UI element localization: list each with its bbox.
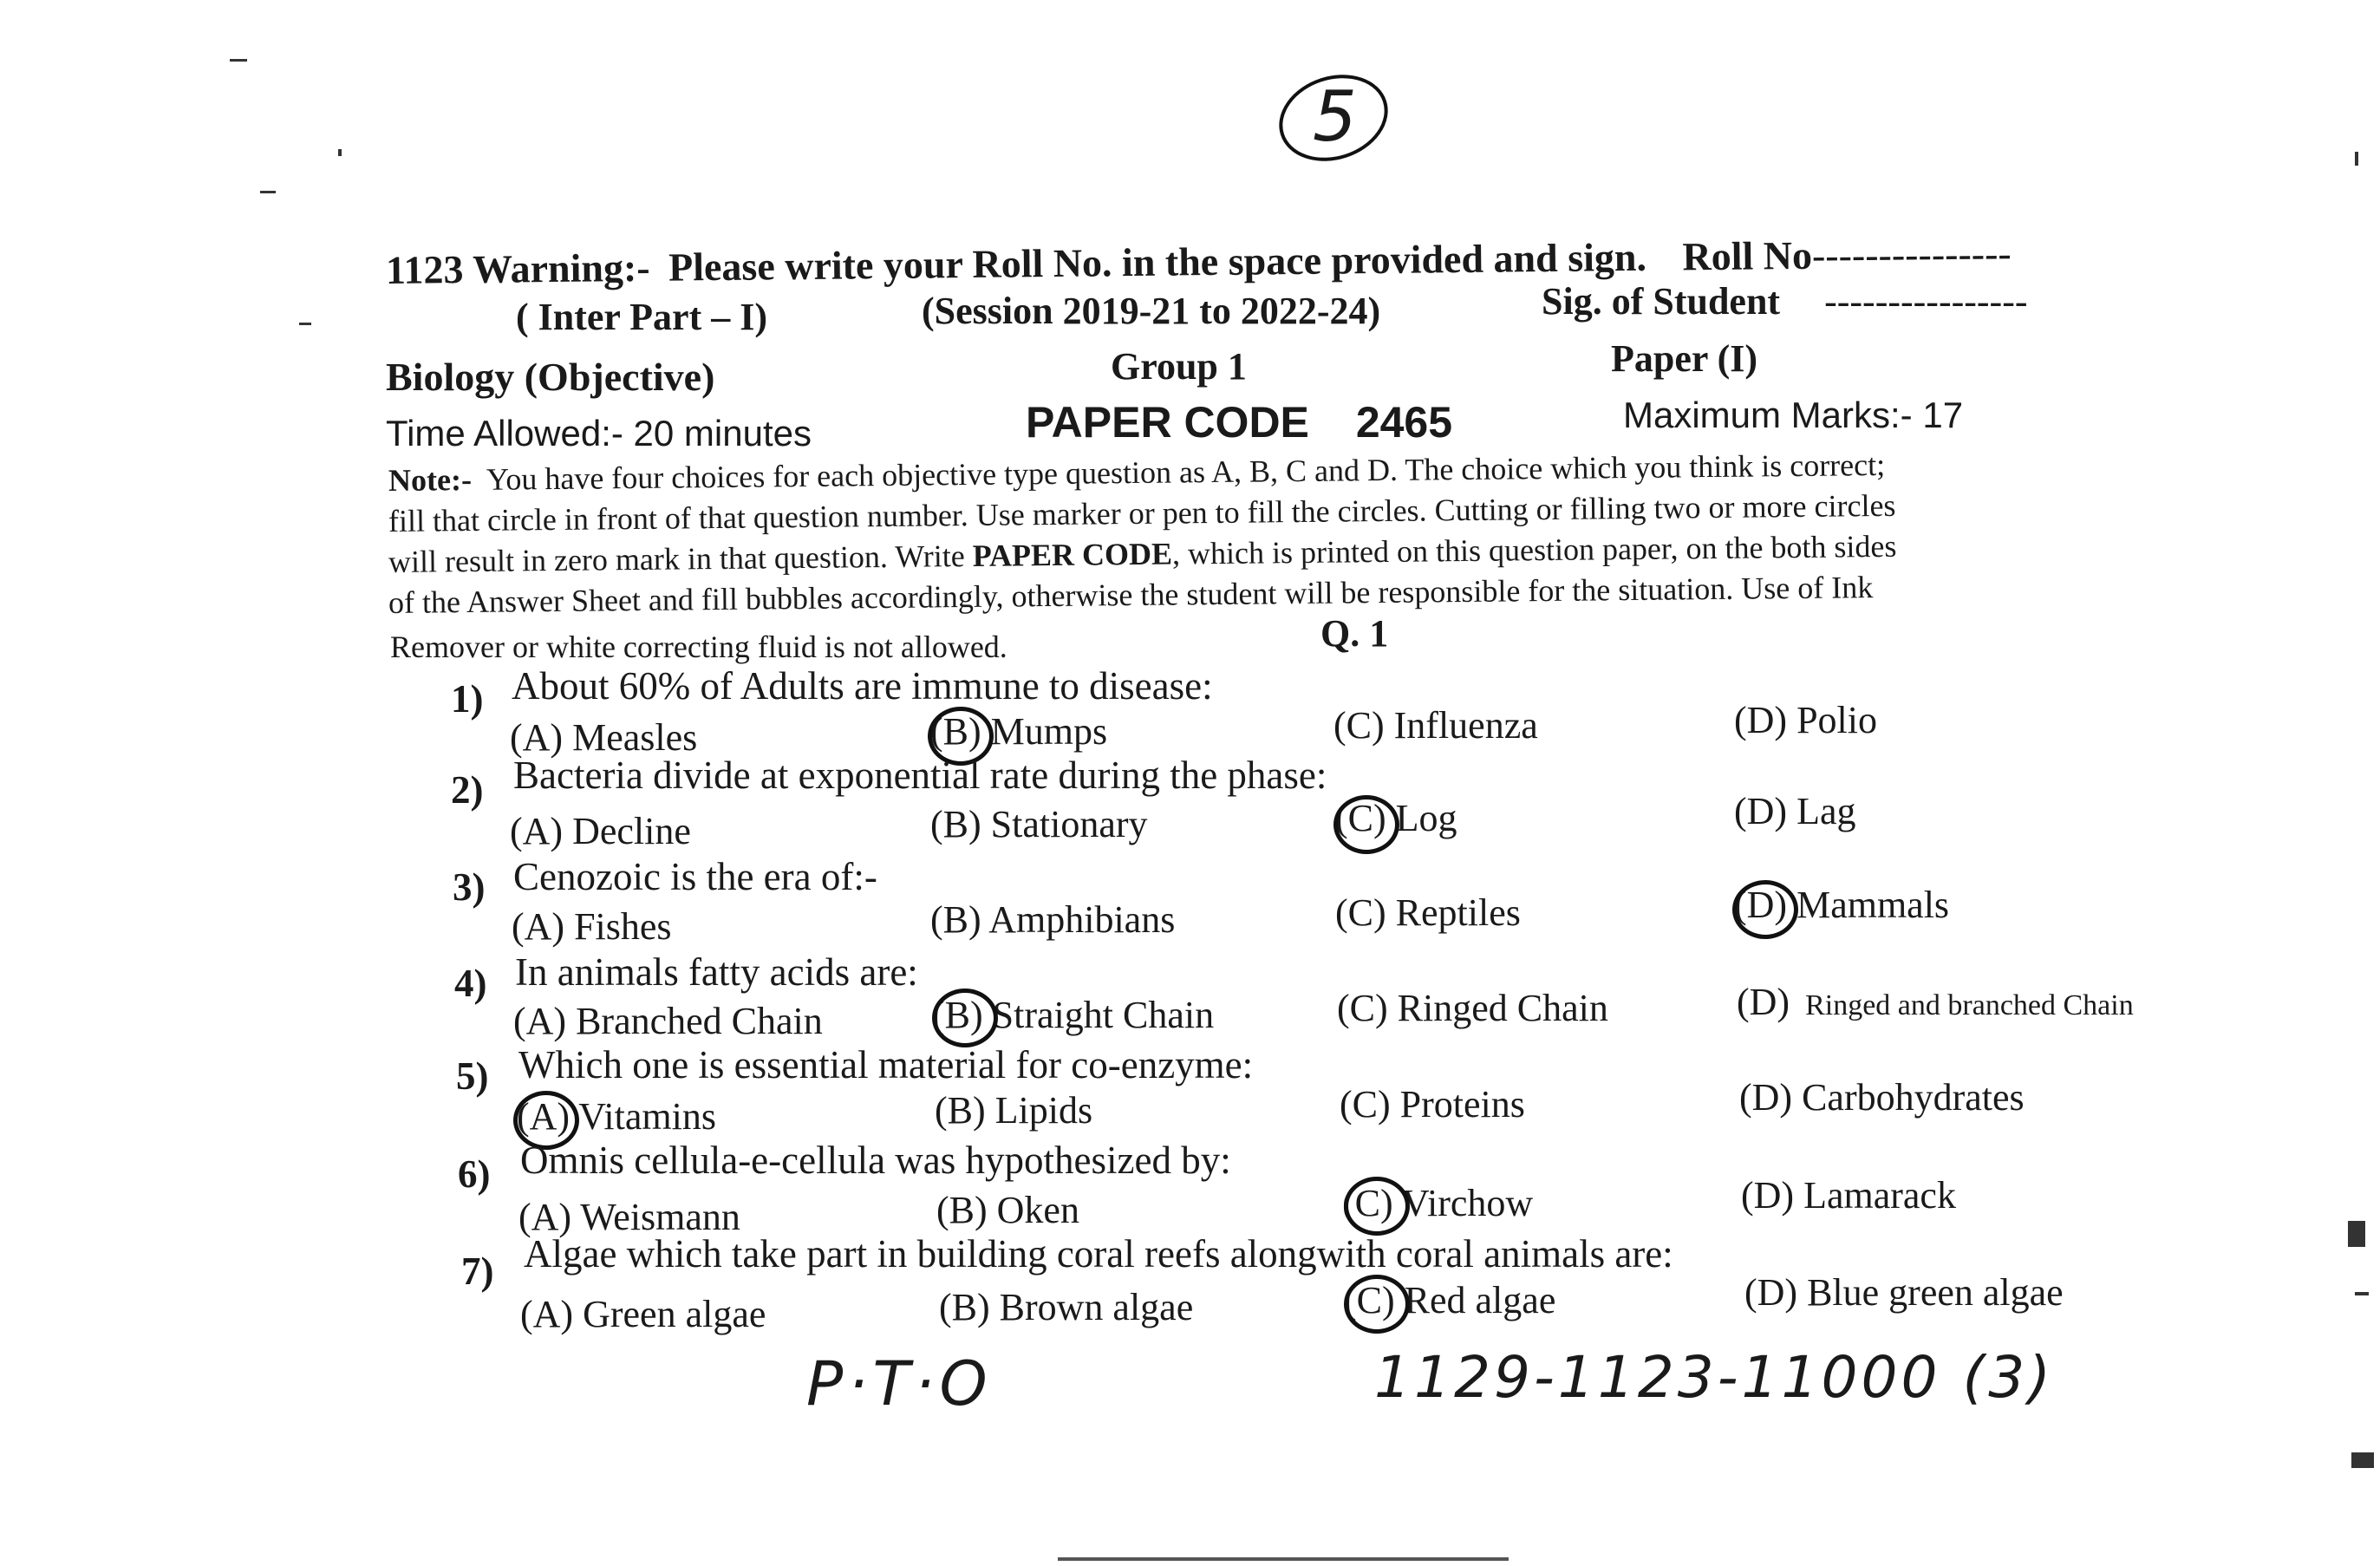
paper-code-value: 2465 <box>1355 398 1453 447</box>
question-text: Which one is essential material for co-enzyme: <box>518 1043 1254 1086</box>
time-allowed: Time Allowed:- 20 minutes <box>386 413 812 453</box>
question-text: About 60% of Adults are immune to disease: <box>512 664 1213 708</box>
paper-code-line <box>1026 397 1452 447</box>
note-line-5: Remover or white correcting fluid is not allowed. <box>390 630 1007 664</box>
option-b: (B) Straight Chain <box>932 994 1215 1036</box>
subject: Biology (Objective) <box>386 355 715 399</box>
option-c: (C) Log <box>1335 797 1457 839</box>
signature-label: Sig. of Student <box>1542 280 1781 323</box>
note-text-3a: will result in zero mark in that question. Write <box>388 538 965 579</box>
note-line-4: of the Answer Sheet and fill bubbles accordingly, otherwise the student will be responsible for the situation. Use of Ink <box>388 570 1874 620</box>
note-line-2: fill that circle in front of that question number. Use marker or pen to fill the circles. Cutting or filling two or more circles <box>388 487 1896 538</box>
scan-speck <box>1058 1557 1509 1561</box>
option-a: (A) Vitamins <box>517 1095 716 1138</box>
scan-speck <box>299 323 311 325</box>
option-c: (C) Red algae <box>1344 1279 1556 1321</box>
page-mark <box>1275 68 1396 163</box>
question-number: 1) <box>451 677 484 721</box>
option-a: (A) Measles <box>510 716 698 759</box>
option-c: (C) Reptiles <box>1335 891 1521 934</box>
option-b: (B) Mumps <box>930 710 1108 753</box>
scan-speck <box>2348 1221 2365 1247</box>
section-label: Q. 1 <box>1320 612 1389 655</box>
note-text-1: You have four choices for each objective type question as A, B, C and D. The choice which you think is correct; <box>486 447 1886 497</box>
note-text-3b: PAPER CODE <box>972 536 1173 573</box>
option-b: (B) Lipids <box>935 1089 1093 1132</box>
option-b: (B) Oken <box>936 1189 1079 1231</box>
scan-speck <box>2355 152 2358 166</box>
signature-label-line <box>1542 279 2028 323</box>
scan-speck <box>2351 1452 2374 1468</box>
option-a: (A) Fishes <box>512 905 672 948</box>
note-text-3c: , which is printed on this question paper, on the both sides <box>1171 528 1897 571</box>
option-c: (C) Proteins <box>1340 1083 1525 1126</box>
option-d: (D) Carbohydrates <box>1739 1076 2025 1119</box>
question-number: 4) <box>454 962 487 1005</box>
option-a: (A) Decline <box>510 810 691 852</box>
question-text: Omnis cellula-e-cellula was hypothesized by: <box>520 1139 1231 1182</box>
signature-blank: ---------------- <box>1824 280 2028 323</box>
part: ( Inter Part – I) <box>516 296 767 338</box>
option-a: (A) Weismann <box>518 1196 740 1238</box>
maximum-marks: Maximum Marks:- 17 <box>1623 395 1964 435</box>
page-mark-number: 5 <box>1313 76 1357 157</box>
pto-note: P·T·O <box>806 1348 993 1419</box>
session: (Session 2019-21 to 2022-24) <box>922 290 1381 332</box>
option-a: (A) Branched Chain <box>513 1000 823 1042</box>
question-text: Bacteria divide at exponential rate during the phase: <box>513 754 1327 797</box>
option-c: (C) Virchow <box>1342 1182 1534 1224</box>
exam-code: 1123 <box>385 247 464 292</box>
option-d-text: Ringed and branched Chain <box>1805 989 2134 1021</box>
option-d-label: (D) <box>1737 981 1790 1023</box>
warning-text: Please write your Roll No. in the space provided and sign. <box>668 234 1647 290</box>
option-b: (B) Stationary <box>930 803 1148 845</box>
scan-speck <box>230 59 247 62</box>
option-d: (D) Lamarack <box>1741 1174 1956 1217</box>
print-code: 1129-1123-11000 (3) <box>1374 1344 2054 1411</box>
option-c: (C) Influenza <box>1333 704 1538 747</box>
option-d: (D) Mammals <box>1734 884 1950 926</box>
note-label: Note:- <box>388 461 473 498</box>
warning-label: Warning:- <box>472 245 650 291</box>
option-a: (A) Green algae <box>520 1293 766 1335</box>
question-number: 5) <box>456 1054 489 1098</box>
scan-speck <box>338 149 342 156</box>
question-text: Algae which take part in building coral reefs alongwith coral animals are: <box>524 1232 1673 1276</box>
question-number: 3) <box>453 865 486 909</box>
paper: Paper (I) <box>1611 337 1758 380</box>
option-b: (B) Amphibians <box>930 898 1176 941</box>
question-number: 7) <box>461 1250 494 1293</box>
option-c: (C) Ringed Chain <box>1337 987 1608 1029</box>
question-number: 2) <box>451 768 484 812</box>
option-d: (D) Polio <box>1734 699 1877 741</box>
scan-speck <box>2355 1292 2369 1295</box>
question-number: 6) <box>458 1152 491 1196</box>
roll-blank: --------------- <box>1811 231 2012 277</box>
scan-speck <box>260 191 276 193</box>
option-d <box>1737 980 2134 1024</box>
question-text: In animals fatty acids are: <box>515 950 918 994</box>
option-d: (D) Lag <box>1734 790 1856 832</box>
option-d: (D) Blue green algae <box>1744 1271 2064 1314</box>
paper-code-label: PAPER CODE <box>1026 398 1309 447</box>
group: Group 1 <box>1111 345 1247 388</box>
roll-label: Roll No <box>1682 232 1813 279</box>
question-text: Cenozoic is the era of:- <box>513 855 877 898</box>
option-b: (B) Brown algae <box>939 1286 1194 1328</box>
